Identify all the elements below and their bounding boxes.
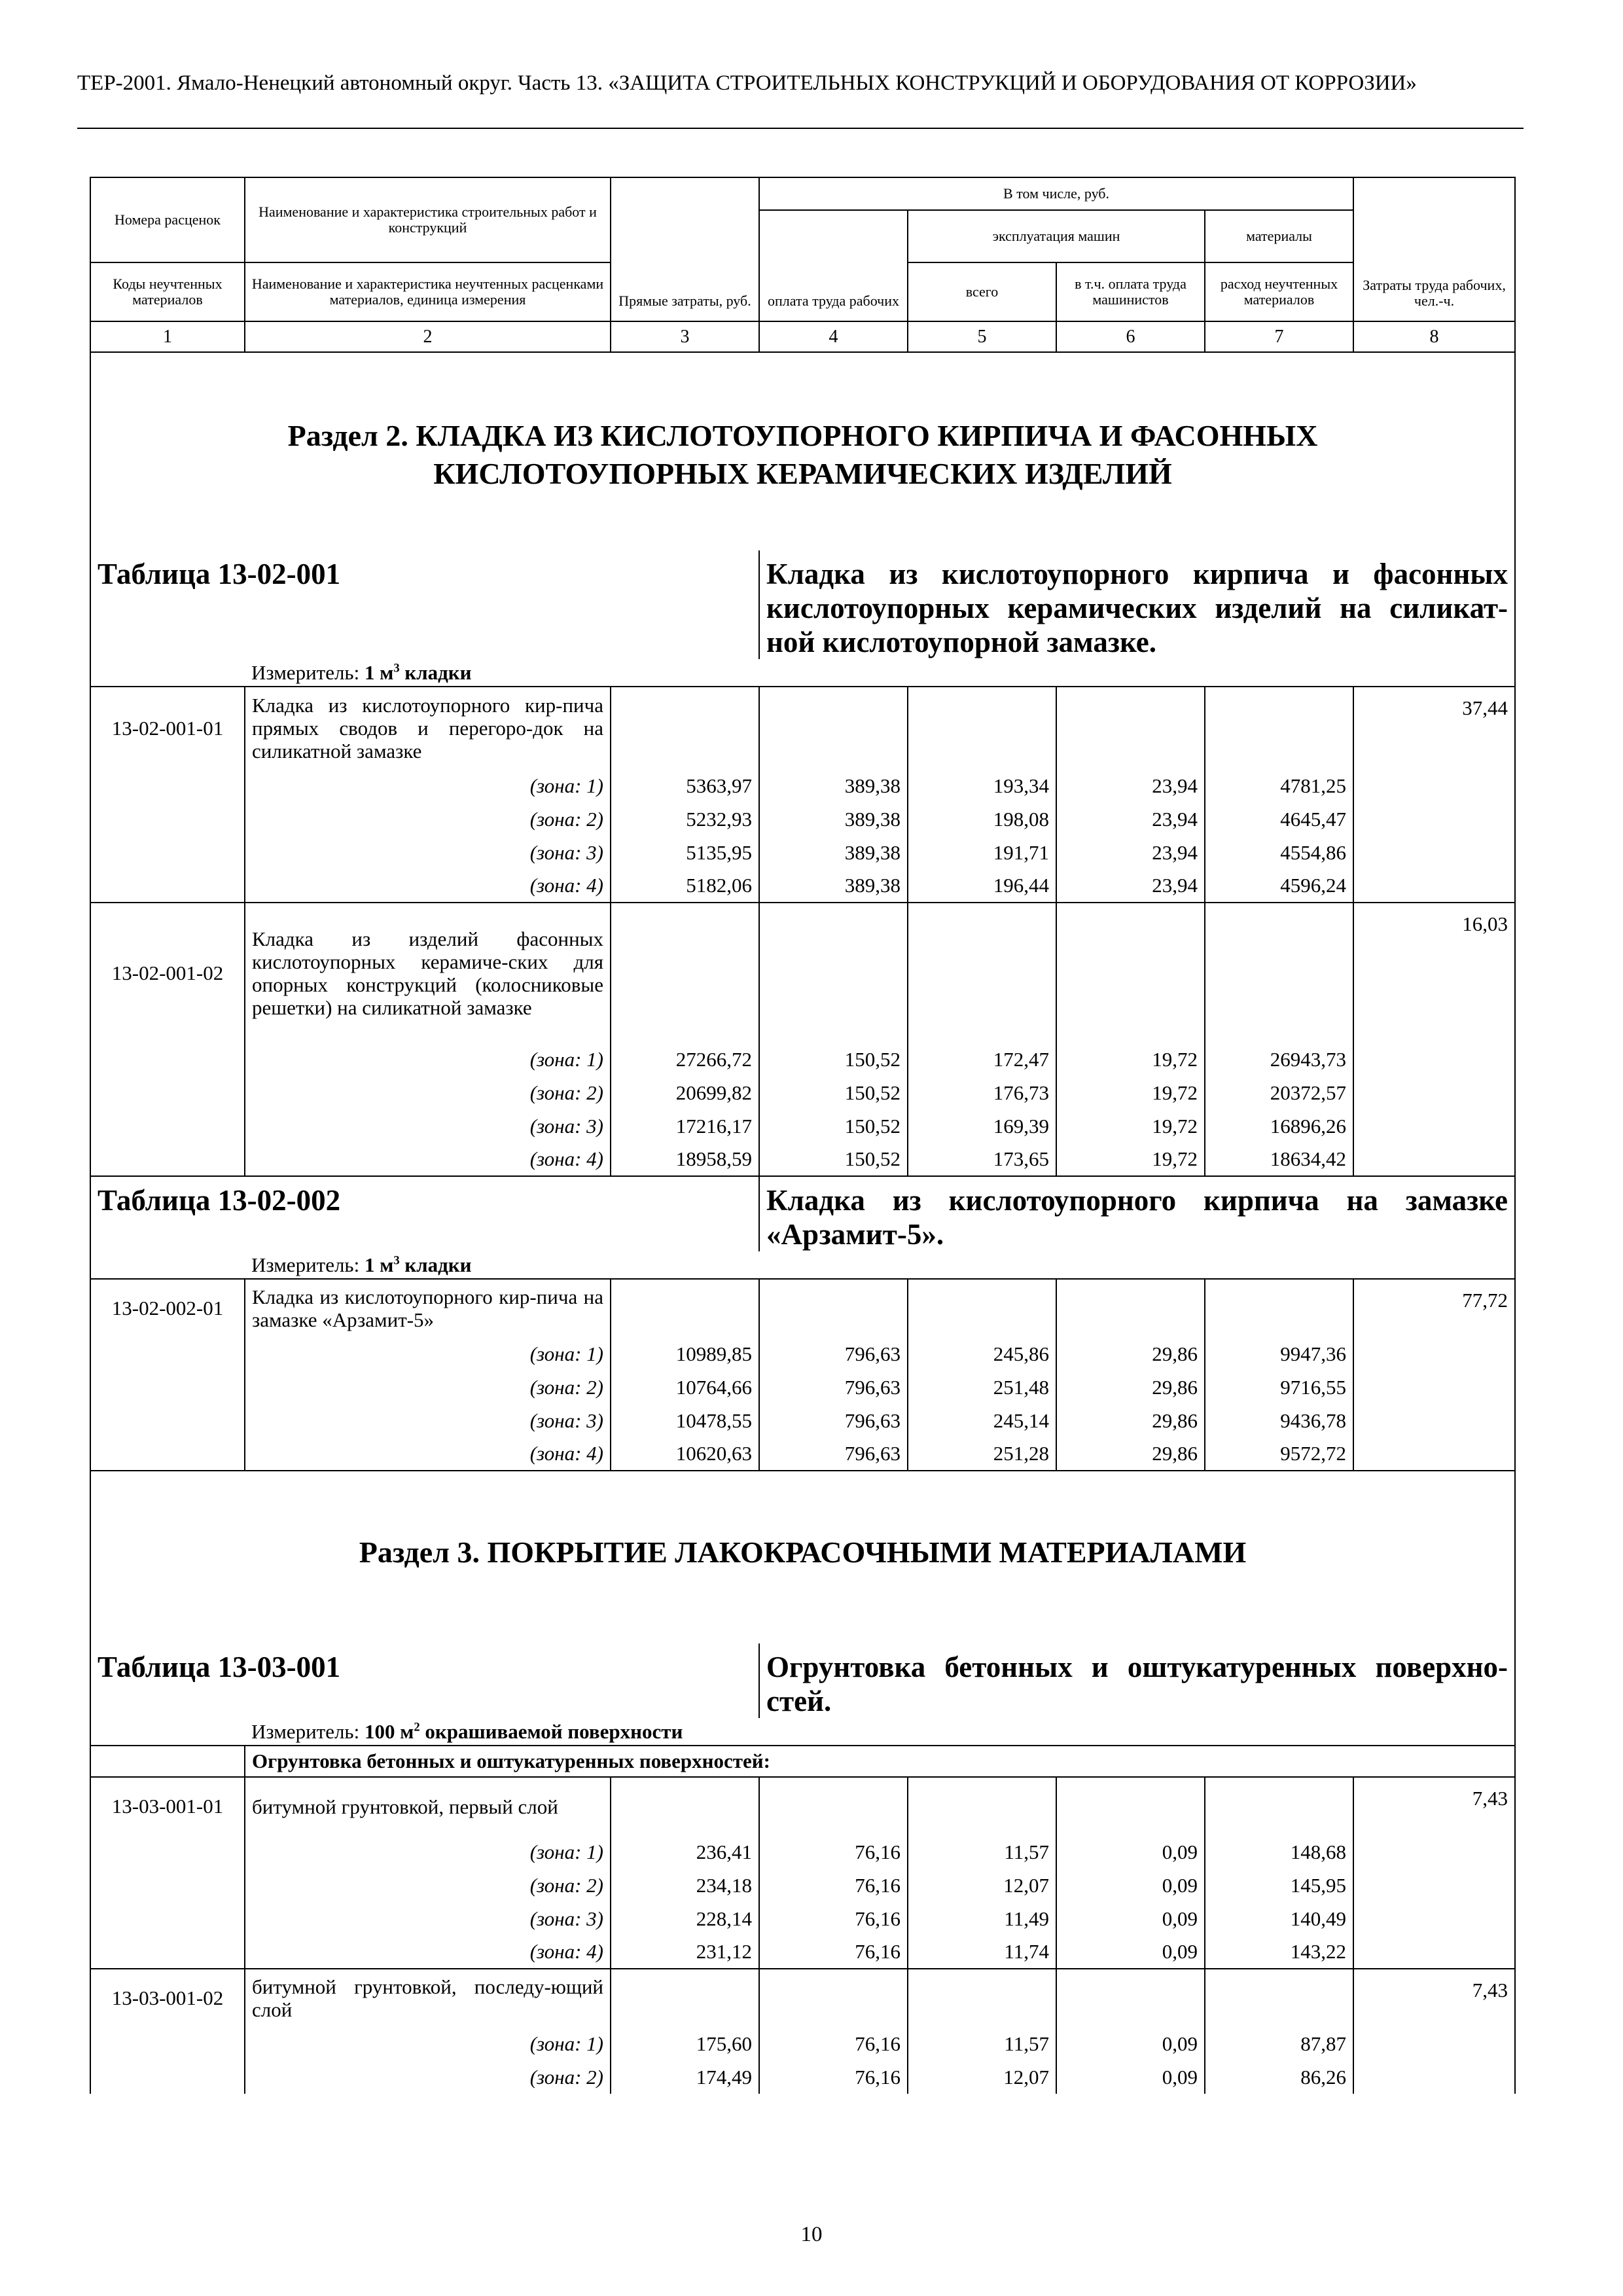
- zone-row: [90, 1935, 1515, 1969]
- rate-name: битумной грунтовкой, первый слой: [245, 1777, 611, 1835]
- materials-cost: 4596,24: [1205, 869, 1353, 903]
- measure-unit: [245, 1718, 1515, 1746]
- wage-cost: 389,38: [759, 802, 908, 836]
- header-machine: эксплуатация машин: [908, 210, 1205, 262]
- machinist-wage: 23,94: [1056, 769, 1205, 802]
- machine-cost: 191,71: [908, 836, 1056, 869]
- machine-cost: 193,34: [908, 769, 1056, 802]
- direct-cost: 174,49: [611, 2060, 759, 2094]
- direct-cost: 5363,97: [611, 769, 759, 802]
- direct-cost: 10764,66: [611, 1371, 759, 1404]
- section-title-line: Раздел 3. ПОКРЫТИЕ ЛАКОКРАСОЧНЫМИ МАТЕРИАЛАМИ: [359, 1535, 1247, 1569]
- zone-label: (зона: 1): [245, 2027, 611, 2060]
- direct-cost: 10478,55: [611, 1404, 759, 1437]
- measure-unit: [245, 659, 1515, 687]
- direct-cost: 175,60: [611, 2027, 759, 2060]
- measure-value: [365, 1720, 683, 1743]
- zone-label: (зона: 3): [245, 836, 611, 869]
- labor-cost: 37,44: [1353, 687, 1515, 769]
- section-title: [90, 352, 1515, 550]
- zone-row: [90, 1371, 1515, 1404]
- machine-cost: 12,07: [908, 1869, 1056, 1902]
- direct-cost: 5135,95: [611, 836, 759, 869]
- machinist-wage: 29,86: [1056, 1337, 1205, 1371]
- zone-label: (зона: 3): [245, 1404, 611, 1437]
- header-materials: материалы: [1205, 210, 1353, 262]
- header-codes-materials: Коды неучтенных материалов: [90, 262, 245, 321]
- section-title-line: Раздел 2. КЛАДКА ИЗ КИСЛОТОУПОРНОГО КИРПИЧА И ФАСОННЫХ: [287, 419, 1318, 452]
- running-header: ТЕР-2001. Ямало-Ненецкий автономный округ. Часть 13. «ЗАЩИТА СТРОИТЕЛЬНЫХ КОНСТРУКЦИЙ И ОБОРУДОВАНИЯ ОТ КОРРОЗИИ»: [77, 71, 1417, 95]
- measure-amount: 1 м: [364, 660, 394, 684]
- measure-unit: [245, 1251, 1515, 1279]
- wage-cost: 76,16: [759, 1935, 908, 1969]
- zone-row: [90, 802, 1515, 836]
- rate-name: Кладка из кислотоупорного кир-пича на замазке «Арзамит-5»: [245, 1279, 611, 1337]
- wage-cost: 389,38: [759, 869, 908, 903]
- machinist-wage: 19,72: [1056, 1076, 1205, 1109]
- header-machine-total: всего: [908, 262, 1056, 321]
- measure-prefix: Измеритель:: [251, 1253, 360, 1276]
- rate-name: Кладка из кислотоупорного кир-пича прямых сводов и перегоро-док на силикатной замазке: [245, 687, 611, 769]
- section-title: [90, 1471, 1515, 1643]
- table-label: Таблица 13-03-001: [90, 1643, 759, 1718]
- zone-label: (зона: 2): [245, 2060, 611, 2094]
- zone-label: (зона: 4): [245, 869, 611, 903]
- zone-label: (зона: 4): [245, 1935, 611, 1969]
- measure-value: [365, 661, 472, 684]
- col-number: 8: [1353, 321, 1515, 352]
- wage-cost: 150,52: [759, 1043, 908, 1076]
- machinist-wage: 29,86: [1056, 1404, 1205, 1437]
- machine-cost: 251,28: [908, 1437, 1056, 1471]
- machine-cost: 11,74: [908, 1935, 1056, 1969]
- zone-label: (зона: 2): [245, 1371, 611, 1404]
- machine-cost: 251,48: [908, 1371, 1056, 1404]
- wage-cost: 76,16: [759, 1835, 908, 1869]
- wage-cost: 76,16: [759, 1869, 908, 1902]
- wage-cost: 389,38: [759, 836, 908, 869]
- zone-label: (зона: 2): [245, 1869, 611, 1902]
- col-number: 5: [908, 321, 1056, 352]
- zone-label: (зона: 4): [245, 1143, 611, 1176]
- header-rule: [77, 128, 1524, 129]
- direct-cost: 10989,85: [611, 1337, 759, 1371]
- materials-cost: 140,49: [1205, 1902, 1353, 1935]
- col-number: 3: [611, 321, 759, 352]
- machinist-wage: 19,72: [1056, 1143, 1205, 1176]
- direct-cost: 5182,06: [611, 869, 759, 903]
- direct-cost: 10620,63: [611, 1437, 759, 1471]
- machine-cost: 11,57: [908, 1835, 1056, 1869]
- direct-cost: 236,41: [611, 1835, 759, 1869]
- materials-cost: 9436,78: [1205, 1404, 1353, 1437]
- header-wage: оплата труда рабочих: [759, 210, 908, 321]
- wage-cost: 76,16: [759, 2027, 908, 2060]
- materials-cost: 9947,36: [1205, 1337, 1353, 1371]
- rate-row: [90, 903, 1515, 1043]
- labor-cost: 7,43: [1353, 1969, 1515, 2027]
- measure-exponent: 3: [393, 1253, 400, 1268]
- header-labor: Затраты труда рабочих, чел.-ч.: [1353, 177, 1515, 321]
- direct-cost: 231,12: [611, 1935, 759, 1969]
- rate-row: [90, 1279, 1515, 1337]
- zone-row: [90, 869, 1515, 903]
- zone-row: [90, 769, 1515, 802]
- zone-row: [90, 836, 1515, 869]
- zone-row: [90, 1404, 1515, 1437]
- wage-cost: 389,38: [759, 769, 908, 802]
- zone-label: (зона: 1): [245, 1337, 611, 1371]
- materials-cost: 86,26: [1205, 2060, 1353, 2094]
- zone-row: [90, 1902, 1515, 1935]
- header-materials-use: расход неучтенных материалов: [1205, 262, 1353, 321]
- zone-row: [90, 1043, 1515, 1076]
- zone-row: [90, 1109, 1515, 1143]
- machinist-wage: 19,72: [1056, 1043, 1205, 1076]
- labor-cost: 7,43: [1353, 1777, 1515, 1835]
- table-description: Огрунтовка бетонных и оштукатуренных поверхно-стей.: [759, 1643, 1515, 1718]
- wage-cost: 76,16: [759, 2060, 908, 2094]
- zone-row: [90, 1143, 1515, 1176]
- col-number: 1: [90, 321, 245, 352]
- wage-cost: 150,52: [759, 1076, 908, 1109]
- materials-cost: 9716,55: [1205, 1371, 1353, 1404]
- rate-code: 13-02-001-02: [90, 903, 245, 1043]
- measure-amount: 1 м: [364, 1253, 394, 1276]
- measure-prefix: Измеритель:: [251, 660, 360, 684]
- zone-row: [90, 2060, 1515, 2094]
- measure-object: кладки: [404, 660, 472, 684]
- column-numbers-row: [90, 321, 1515, 352]
- header-machinist-wage: в т.ч. оплата труда машинистов: [1056, 262, 1205, 321]
- measure-object: кладки: [404, 1253, 472, 1276]
- materials-cost: 87,87: [1205, 2027, 1353, 2060]
- measure-value: [365, 1253, 472, 1276]
- direct-cost: 5232,93: [611, 802, 759, 836]
- wage-cost: 796,63: [759, 1404, 908, 1437]
- machine-cost: 173,65: [908, 1143, 1056, 1176]
- header-direct-costs: Прямые затраты, руб.: [611, 177, 759, 321]
- machinist-wage: 19,72: [1056, 1109, 1205, 1143]
- machine-cost: 12,07: [908, 2060, 1056, 2094]
- zone-label: (зона: 1): [245, 1043, 611, 1076]
- wage-cost: 150,52: [759, 1109, 908, 1143]
- direct-cost: 20699,82: [611, 1076, 759, 1109]
- machinist-wage: 0,09: [1056, 2060, 1205, 2094]
- machine-cost: 11,57: [908, 2027, 1056, 2060]
- zone-label: (зона: 3): [245, 1109, 611, 1143]
- materials-cost: 18634,42: [1205, 1143, 1353, 1176]
- rates-table: [90, 177, 1516, 2094]
- direct-cost: 27266,72: [611, 1043, 759, 1076]
- machinist-wage: 23,94: [1056, 802, 1205, 836]
- materials-cost: 4554,86: [1205, 836, 1353, 869]
- materials-cost: 20372,57: [1205, 1076, 1353, 1109]
- zone-label: (зона: 3): [245, 1902, 611, 1935]
- wage-cost: 150,52: [759, 1143, 908, 1176]
- zone-row: [90, 1869, 1515, 1902]
- zone-row: [90, 1076, 1515, 1109]
- rate-name: Кладка из изделий фасонных кислотоупорных керамиче-ских для опорных конструкций (колосниковые решетки) на силикатной замазке: [245, 903, 611, 1043]
- measure-amount: 100 м: [364, 1719, 414, 1743]
- table-description: Кладка из кислотоупорного кирпича на замазке «Арзамит-5».: [759, 1176, 1515, 1251]
- labor-cost: 77,72: [1353, 1279, 1515, 1337]
- direct-cost: 18958,59: [611, 1143, 759, 1176]
- header-codes: Номера расценок: [90, 177, 245, 262]
- table-label: Таблица 13-02-001: [90, 550, 759, 659]
- table-description: Кладка из кислотоупорного кирпича и фасонных кислотоупорных керамических изделий на силикат-ной кислотоупорной замазке.: [759, 550, 1515, 659]
- page-number: 10: [800, 2223, 823, 2246]
- direct-cost: 228,14: [611, 1902, 759, 1935]
- rate-row: [90, 687, 1515, 769]
- rate-code: 13-03-001-02: [90, 1969, 245, 2027]
- machinist-wage: 0,09: [1056, 1869, 1205, 1902]
- machine-cost: 172,47: [908, 1043, 1056, 1076]
- machine-cost: 245,86: [908, 1337, 1056, 1371]
- zone-label: (зона: 1): [245, 769, 611, 802]
- measure-object: окрашиваемой поверхности: [425, 1719, 683, 1743]
- measure-prefix: Измеритель:: [251, 1719, 360, 1743]
- machinist-wage: 29,86: [1056, 1437, 1205, 1471]
- zone-row: [90, 1337, 1515, 1371]
- machine-cost: 169,39: [908, 1109, 1056, 1143]
- measure-exponent: 3: [393, 661, 400, 675]
- zone-label: (зона: 4): [245, 1437, 611, 1471]
- wage-cost: 76,16: [759, 1902, 908, 1935]
- zone-label: (зона: 1): [245, 1835, 611, 1869]
- materials-cost: 4781,25: [1205, 769, 1353, 802]
- machine-cost: 176,73: [908, 1076, 1056, 1109]
- machinist-wage: 0,09: [1056, 1902, 1205, 1935]
- rate-row: [90, 1777, 1515, 1835]
- machinist-wage: 29,86: [1056, 1371, 1205, 1404]
- group-title: Огрунтовка бетонных и оштукатуренных поверхностей:: [245, 1746, 1515, 1777]
- machine-cost: 196,44: [908, 869, 1056, 903]
- rate-code: 13-02-001-01: [90, 687, 245, 769]
- header-names: Наименование и характеристика строительных работ и конструкций: [245, 177, 611, 262]
- rate-row: [90, 1969, 1515, 2027]
- zone-label: (зона: 2): [245, 802, 611, 836]
- zone-row: [90, 2027, 1515, 2060]
- materials-cost: 9572,72: [1205, 1437, 1353, 1471]
- materials-cost: 4645,47: [1205, 802, 1353, 836]
- materials-cost: 26943,73: [1205, 1043, 1353, 1076]
- col-number: 4: [759, 321, 908, 352]
- machinist-wage: 23,94: [1056, 836, 1205, 869]
- col-number: 7: [1205, 321, 1353, 352]
- rate-name: битумной грунтовкой, последу-ющий слой: [245, 1969, 611, 2027]
- section-title-line: КИСЛОТОУПОРНЫХ КЕРАМИЧЕСКИХ ИЗДЕЛИЙ: [433, 457, 1172, 490]
- col-number: 2: [245, 321, 611, 352]
- measure-exponent: 2: [414, 1720, 420, 1734]
- machinist-wage: 23,94: [1056, 869, 1205, 903]
- machinist-wage: 0,09: [1056, 1935, 1205, 1969]
- machine-cost: 11,49: [908, 1902, 1056, 1935]
- table-label: Таблица 13-02-002: [90, 1176, 759, 1251]
- machinist-wage: 0,09: [1056, 1835, 1205, 1869]
- zone-row: [90, 1835, 1515, 1869]
- materials-cost: 16896,26: [1205, 1109, 1353, 1143]
- materials-cost: 143,22: [1205, 1935, 1353, 1969]
- zone-row: [90, 1437, 1515, 1471]
- col-number: 6: [1056, 321, 1205, 352]
- materials-cost: 145,95: [1205, 1869, 1353, 1902]
- wage-cost: 796,63: [759, 1371, 908, 1404]
- machine-cost: 198,08: [908, 802, 1056, 836]
- rate-code: 13-03-001-01: [90, 1777, 245, 1835]
- direct-cost: 234,18: [611, 1869, 759, 1902]
- wage-cost: 796,63: [759, 1337, 908, 1371]
- zone-label: (зона: 2): [245, 1076, 611, 1109]
- materials-cost: 148,68: [1205, 1835, 1353, 1869]
- labor-cost: 16,03: [1353, 903, 1515, 1043]
- machinist-wage: 0,09: [1056, 2027, 1205, 2060]
- machine-cost: 245,14: [908, 1404, 1056, 1437]
- direct-cost: 17216,17: [611, 1109, 759, 1143]
- header-names-materials: Наименование и характеристика неучтенных расценками материалов, единица измерения: [245, 262, 611, 321]
- wage-cost: 796,63: [759, 1437, 908, 1471]
- rate-code: 13-02-002-01: [90, 1279, 245, 1337]
- header-in-that: В том числе, руб.: [759, 177, 1353, 210]
